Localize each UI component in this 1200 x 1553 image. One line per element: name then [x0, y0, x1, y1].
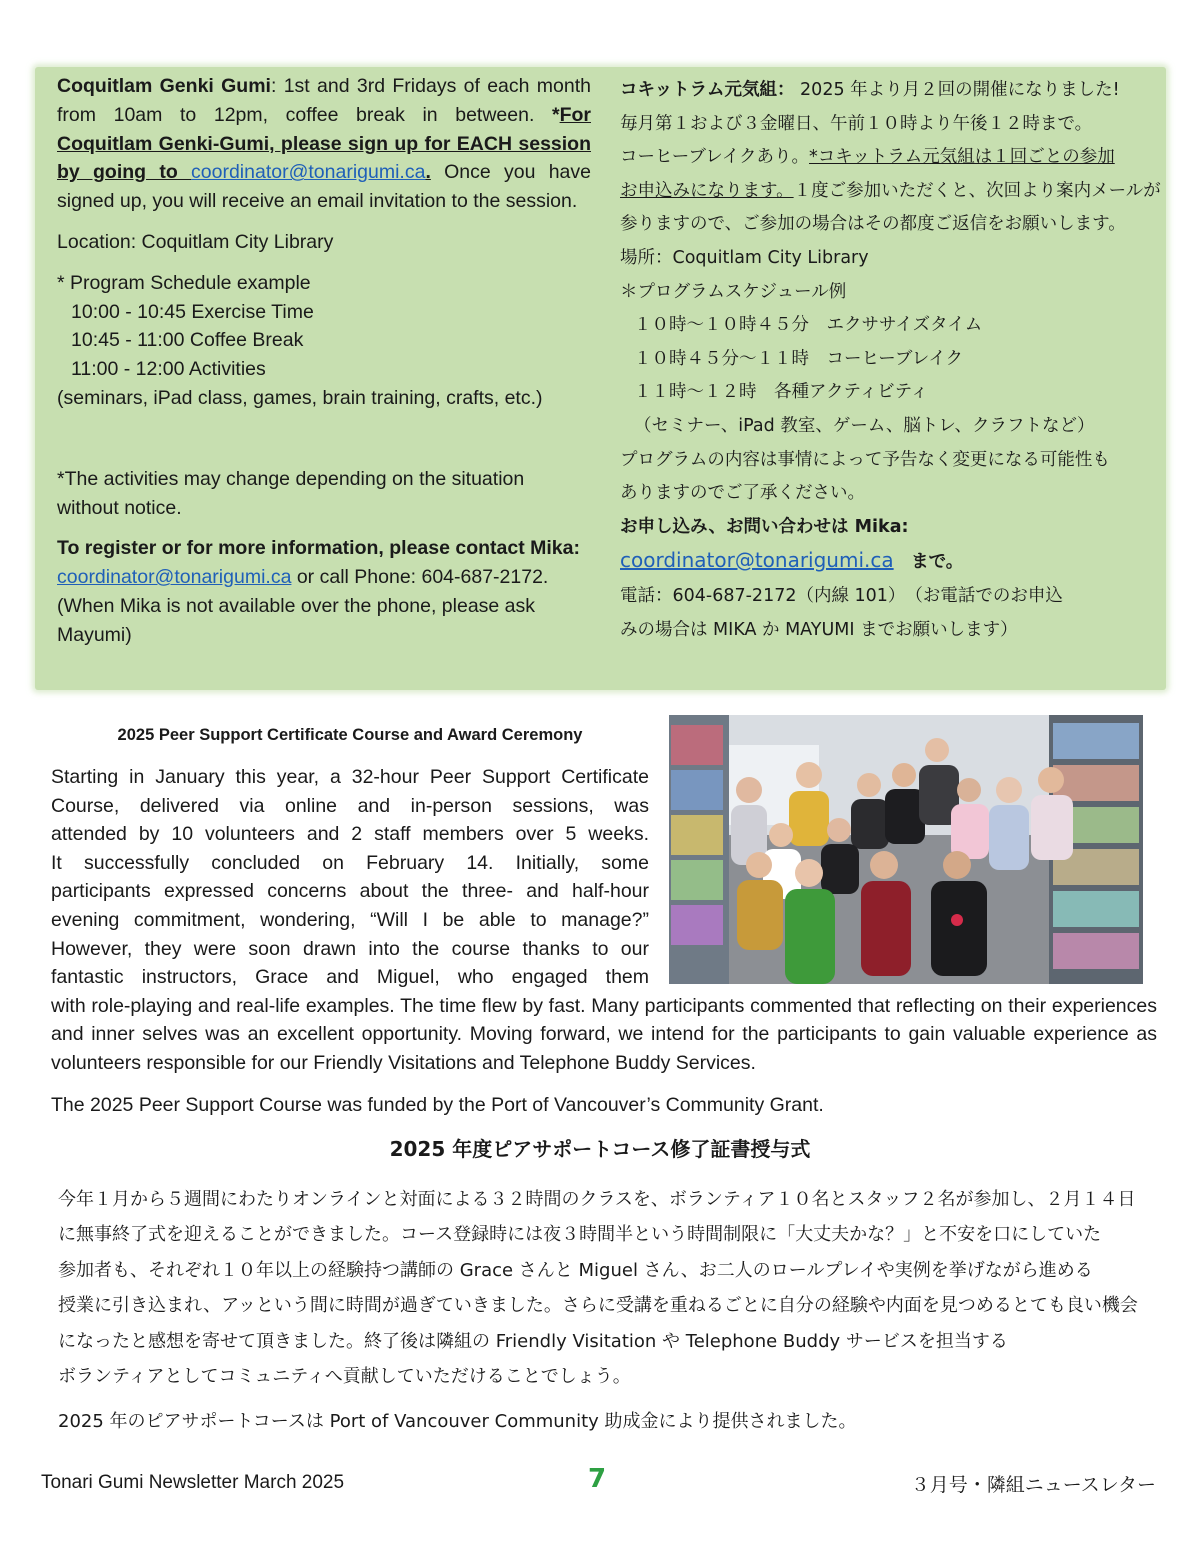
jp-line: お申し込み、お問い合わせは Mika: [620, 516, 909, 537]
intro-title: Coquitlam Genki Gumi [57, 75, 271, 97]
jp-article-line: 授業に引き込まれ、アッという間に時間が過ぎていきました。さらに受講を重ねるごとに自分の経験や内面を見つめるとても良い機会 [58, 1295, 1138, 1317]
article-title: 2025 Peer Support Certificate Course and Award Ceremony [117, 726, 583, 744]
schedule-item: 11:00 - 12:00 Activities [71, 358, 266, 381]
jp-article-line: になったと感想を寄せて頂きました。終了後は隣組の Friendly Visitation や Telephone Buddy サービスを担当する [58, 1330, 1008, 1352]
genki-gumi-english [57, 72, 591, 650]
jp-line: １０時４５分～１１時 コーヒーブレイク [634, 348, 963, 369]
schedule-item: 10:00 - 10:45 Exercise Time [71, 300, 314, 323]
intro-paragraph: Coquitlam Genki Gumi: 1st and 3rd Fridays of each month from 10am to 12pm, coffee break in between. *For Coquitlam Genki-Gumi, please sign up for EACH session by going to coordinator@tonarigumi.ca. Once you have signed up, you will receive an email invitation to the session. [57, 75, 591, 213]
jp-funding-note: 2025 年のピアサポートコースは Port of Vancouver Community 助成金により提供されました。 [58, 1411, 857, 1432]
location-text: Location: Coquitlam City Library [57, 230, 334, 253]
jp-line: コーヒーブレイクあり。*コキットラム元気組は１回ごとの参加 [620, 147, 1115, 168]
jp-email-line: coordinator@tonarigumi.ca まで。 [620, 548, 964, 573]
jp-line: ＊プログラムスケジュール例 [620, 281, 847, 302]
article-line: evening commitment, wondering, “Will I be able to manage?” [51, 908, 649, 931]
jp-line: （セミナー、iPad 教室、ゲーム、脳トレ、クラフトなど） [634, 415, 1095, 436]
jp-line: ありますのでご了承ください。 [620, 483, 865, 504]
jp-line: 参りますので、ご参加の場合はその都度ご返信をお願いします。 [620, 214, 1126, 235]
jp-line: １１時～１２時 各種アクティビティ [634, 382, 929, 403]
jp-article-title: 2025 年度ピアサポートコース修了証書授与式 [389, 1137, 811, 1161]
article-line: It successfully concluded on February 14. Initially, some [51, 851, 649, 874]
jp-article-body [58, 1182, 1150, 1394]
article-line: However, they were soon drawn into the course thanks to our [51, 937, 649, 960]
jp-line: お申込みになります。１度ご参加いただくと、次回より案内メールが [620, 180, 1161, 201]
activities-note: (seminars, iPad class, games, brain training, crafts, etc.) [57, 386, 543, 409]
schedule-item: 10:45 - 11:00 Coffee Break [71, 329, 304, 352]
jp-line: 場所：Coquitlam City Library [620, 247, 869, 268]
jp-article-line: に無事終了式を迎えることができました。コース登録時には夜３時間半という時間制限に「大丈夫かな？」と不安を口にしていた [58, 1224, 1102, 1246]
jp-article-line: ボランティアとしてコミュニティへ貢献していただけることでしょう。 [58, 1366, 631, 1388]
genki-gumi-japanese [620, 74, 1160, 647]
article-line: participants expressed concerns about the three- and half-hour [51, 880, 649, 903]
jp-phone-line: 電話：604-687-2172（内線 101） （お電話でのお申込 [620, 585, 1063, 606]
article-line: attended by 10 volunteers and 2 staff members over 5 weeks. [51, 823, 649, 846]
contact-email-link[interactable]: coordinator@tonarigumi.ca [57, 566, 292, 589]
change-note: *The activities may change depending on the situation without notice. [57, 467, 525, 519]
article-line: Course, delivered via online and in-person sessions, was [51, 794, 649, 817]
jp-line: コキットラム元気組： 2025 年より月２回の開催になりました! [620, 80, 1120, 100]
footer-jp-title: ３月号・隣組ニュースレター [910, 1474, 1156, 1496]
jp-email-link[interactable]: coordinator@tonarigumi.ca [620, 548, 894, 573]
jp-article-line: 今年１月から５週間にわたりオンラインと対面による３２時間のクラスを、ボランティア１０名とスタッフ２名が参加し、２月１４日 [58, 1189, 1136, 1210]
contact-paragraph: To register or for more information, please contact Mika: coordinator@tonarigumi.ca or call Phone: 604-687-2172. (When Mika is not available over the phone, please ask Mayumi) [57, 537, 580, 646]
signup-email-link[interactable]: coordinator@tonarigumi.ca [191, 161, 426, 184]
group-photo [669, 715, 1143, 984]
article-line: fantastic instructors, Grace and Miguel, who engaged them [51, 966, 649, 989]
jp-phone-line: みの場合は MIKA か MAYUMI までお願いします） [620, 619, 1018, 640]
jp-line: 毎月第１および３金曜日、午前１０時より午後１２時まで。 [620, 113, 1093, 134]
article-line: Starting in January this year, a 32-hour Peer Support Certificate [51, 766, 649, 788]
article-wide-text: with role-playing and real-life examples. The time flew by fast. Many participants commented that reflecting on their experiences and inner selves was an excellent opportunity. Moving forward, we intend for the participants to gain valuable experience as volunteers responsible for our Friendly Visitations and Telephone Buddy Services. [51, 994, 1157, 1074]
funding-note: The 2025 Peer Support Course was funded by the Port of Vancouver’s Community Grant. [51, 1094, 824, 1116]
page-number: 7 [588, 1464, 607, 1494]
jp-article-line: 参加者も、それぞれ１０年以上の経験持つ講師の Grace さんと Miguel さん、お二人のロールプレイや実例を挙げながら進める [58, 1259, 1093, 1281]
schedule-title: * Program Schedule example [57, 271, 311, 294]
footer-newsletter-title: Tonari Gumi Newsletter March 2025 [41, 1472, 345, 1493]
jp-line: プログラムの内容は事情によって予告なく変更になる可能性も [620, 449, 1110, 470]
jp-line: １０時～１０時４５分 エクササイズタイム [634, 315, 983, 336]
